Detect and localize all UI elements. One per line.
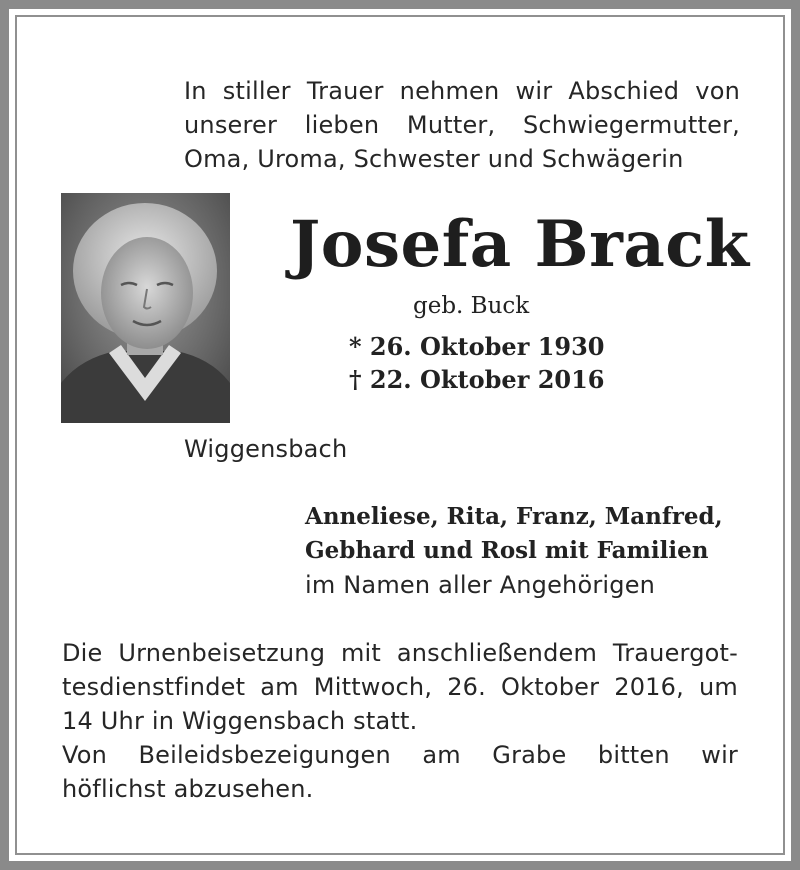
funeral-notice [62, 636, 738, 806]
mourner-names: Gebhard und Rosl mit Familien [305, 537, 709, 564]
birth-date: * 26. Oktober 1930 [349, 332, 605, 361]
residence-place: Wiggensbach [184, 435, 348, 463]
notice-line: höflichst abzusehen. [62, 775, 314, 803]
notice-line: 14 Uhr in Wiggensbach statt. [62, 707, 418, 735]
death-date: † 22. Oktober 2016 [349, 365, 605, 394]
intro-line: In stiller Trauer nehmen wir Abschied von [184, 77, 740, 105]
notice-line: tesdienstfindet am Mittwoch, 26. Oktober 2016, um [62, 673, 738, 701]
intro-text [184, 74, 740, 176]
portrait-photo [61, 193, 230, 423]
notice-line: Die Urnenbeisetzung mit anschließendem Trauergot- [62, 639, 738, 667]
birth-name: geb. Buck [413, 293, 530, 319]
portrait-illustration [61, 193, 230, 423]
deceased-name: Josefa Brack [290, 207, 750, 282]
mourner-names: Anneliese, Rita, Franz, Manfred, [305, 503, 723, 530]
mourner-relation: im Namen aller Angehörigen [305, 571, 656, 599]
mourners-block [305, 500, 735, 602]
intro-line: unserer lieben Mutter, Schwiegermutter, [184, 111, 740, 139]
notice-line: Von Beileidsbezeigungen am Grabe bitten wir [62, 741, 738, 769]
intro-line: Oma, Uroma, Schwester und Schwägerin [184, 145, 684, 173]
